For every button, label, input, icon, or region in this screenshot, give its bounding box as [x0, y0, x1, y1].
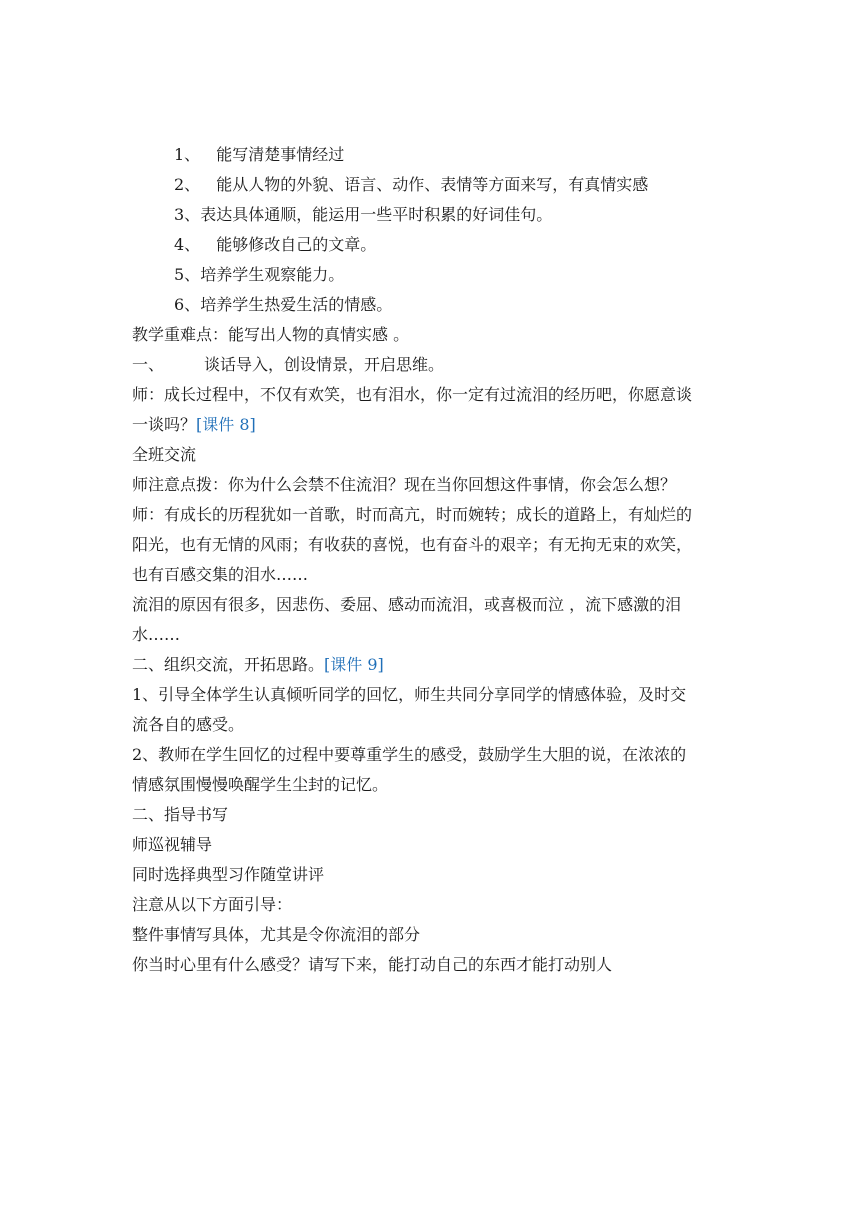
section-1-heading	[132, 350, 732, 380]
objective-6-text: 培养学生热爱生活的情感。	[200, 295, 393, 314]
teacher-growth-line-1: 师：有成长的历程犹如一首歌，时而高亢，时而婉转；成长的道路上，有灿烂的	[132, 505, 693, 524]
teacher-growth-line-3: 也有百感交集的泪水……	[132, 565, 309, 584]
tail-line-3: 注意从以下方面引导：	[132, 895, 293, 914]
objective-5	[132, 260, 732, 290]
objective-1-number: 1、	[174, 145, 201, 164]
objective-4-text: 能够修改自己的文章。	[216, 235, 377, 254]
point-1-line-1: 1、引导全体学生认真倾听同学的回忆，师生共同分享同学的情感体验，及时交	[132, 685, 687, 704]
courseware-8-link[interactable]: [课件 8]	[196, 415, 256, 434]
objective-6	[132, 290, 732, 320]
tears-reason-line-1: 流泪的原因有很多，因悲伤、委屈、感动而流泪，或喜极而泣 ，流下感激的泪	[132, 595, 682, 614]
objective-5-number: 5、	[174, 265, 201, 284]
objective-1	[132, 140, 732, 170]
point-2-line-1: 2、教师在学生回忆的过程中要尊重学生的感受，鼓励学生大胆的说，在浓浓的	[132, 745, 687, 764]
section-3-heading: 二、指导书写	[132, 805, 229, 824]
objective-3	[132, 200, 732, 230]
section-2-title: 二、组织交流，开拓思路。	[132, 655, 325, 674]
section-2-heading	[132, 650, 732, 680]
teacher-intro-question: 一谈吗？	[132, 415, 197, 434]
tears-reason-line-2: 水……	[132, 625, 181, 644]
point-2-line-2: 情感氛围慢慢唤醒学生尘封的记忆。	[132, 775, 389, 794]
courseware-9-link[interactable]: [课件 9]	[324, 655, 384, 674]
section-1-number: 一、	[132, 355, 165, 374]
objective-1-text: 能写清楚事情经过	[216, 145, 345, 164]
objective-4-number: 4、	[174, 235, 201, 254]
teacher-hint: 师注意点拨：你为什么会禁不住流泪？现在当你回想这件事情，你会怎么想？	[132, 475, 677, 494]
tail-line-4: 整件事情写具体，尤其是令你流泪的部分	[132, 925, 421, 944]
point-1-line-2: 流各自的感受。	[132, 715, 245, 734]
tail-line-2: 同时选择典型习作随堂讲评	[132, 865, 325, 884]
tail-line-1: 师巡视辅导	[132, 835, 213, 854]
objective-4	[132, 230, 732, 260]
objective-2-text: 能从人物的外貌、语言、动作、表情等方面来写，有真情实感	[216, 175, 649, 194]
objective-2	[132, 170, 732, 200]
key-point: 教学重难点：能写出人物的真情实感 。	[132, 325, 410, 344]
objective-6-number: 6、	[174, 295, 201, 314]
objective-2-number: 2、	[174, 175, 201, 194]
document-body	[132, 140, 732, 980]
objective-3-number: 3、	[174, 205, 201, 224]
teacher-intro-line-1: 师：成长过程中，不仅有欢笑，也有泪水，你一定有过流泪的经历吧，你愿意谈	[132, 385, 693, 404]
class-exchange: 全班交流	[132, 445, 197, 464]
section-1-title: 谈话导入，创设情景，开启思维。	[204, 355, 445, 374]
objective-3-text: 表达具体通顺，能运用一些平时积累的好词佳句。	[200, 205, 553, 224]
objective-5-text: 培养学生观察能力。	[200, 265, 345, 284]
teacher-intro-line-2	[132, 410, 732, 440]
teacher-growth-line-2: 阳光，也有无情的风雨；有收获的喜悦，也有奋斗的艰辛；有无拘无束的欢笑，	[132, 535, 693, 554]
tail-line-5: 你当时心里有什么感受？请写下来，能打动自己的东西才能打动别人	[132, 955, 613, 974]
